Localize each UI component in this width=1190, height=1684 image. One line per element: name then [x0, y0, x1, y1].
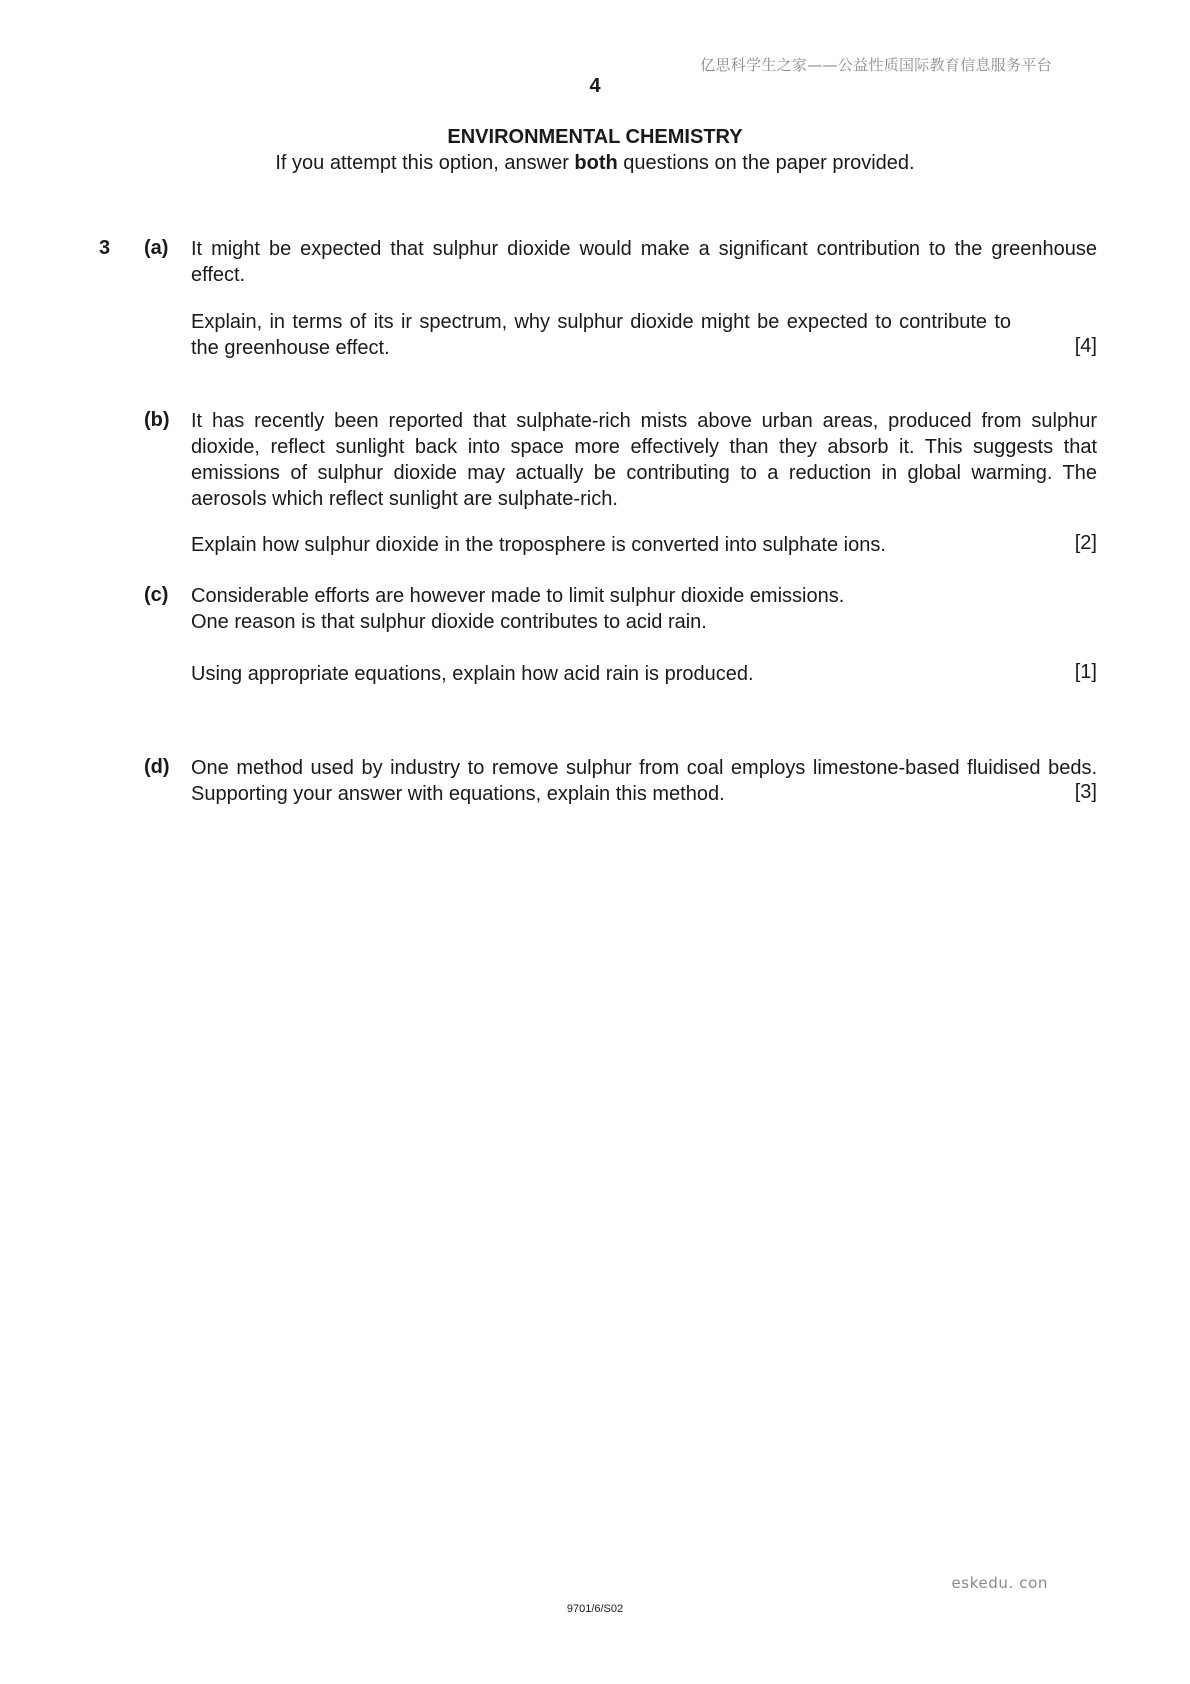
part-b-stem: It has recently been reported that sulphate-rich mists above urban areas, produced from sulphur dioxide, reflect sunlight back into space more effectively than they absorb it. This suggests that emissions of sulphur dioxide may actually be contributing to a reduction in global warming. The aerosols which reflect sunlight are sulphate-rich. [191, 410, 1097, 510]
part-d-task: One method used by industry to remove sulphur from coal employs limestone-based fluidised beds. Supporting your answer with equations, explain this method. [191, 757, 1097, 805]
part-a-stem: It might be expected that sulphur dioxide would make a significant contribution to the greenhouse effect. [191, 238, 1097, 286]
part-a-task: Explain, in terms of its ir spectrum, why sulphur dioxide might be expected to contribute to the greenhouse effect. [191, 311, 1011, 359]
part-d-label: (d) [144, 756, 170, 778]
page-number: 4 [589, 75, 601, 97]
part-c-label: (c) [144, 584, 169, 606]
instruction-text-before: If you attempt this option, answer [275, 152, 575, 174]
instruction-text-after: questions on the paper provided. [617, 152, 915, 174]
watermark-top: 亿思科学生之家——公益性质国际教育信息服务平台 [700, 56, 1052, 74]
part-c-task: Using appropriate equations, explain how acid rain is produced. [191, 663, 754, 685]
part-d-mark: [3] [1074, 781, 1097, 803]
footer-code: 9701/6/S02 [566, 1603, 624, 1615]
part-b-label: (b) [144, 409, 170, 431]
watermark-bottom: eskedu. con [951, 1574, 1048, 1592]
part-c-stem-line-1: Considerable efforts are however made to limit sulphur dioxide emissions. [191, 585, 845, 607]
section-instruction [0, 152, 1190, 175]
section-title: ENVIRONMENTAL CHEMISTRY [447, 126, 743, 148]
part-c-mark: [1] [1074, 661, 1097, 683]
question-number: 3 [99, 237, 111, 259]
part-c-stem-line-2: One reason is that sulphur dioxide contributes to acid rain. [191, 611, 707, 633]
part-b-mark: [2] [1074, 532, 1097, 554]
part-a-mark: [4] [1074, 335, 1097, 357]
part-b-task: Explain how sulphur dioxide in the troposphere is converted into sulphate ions. [191, 534, 886, 556]
instruction-emphasis: both [574, 152, 618, 174]
part-a-label: (a) [144, 237, 169, 259]
